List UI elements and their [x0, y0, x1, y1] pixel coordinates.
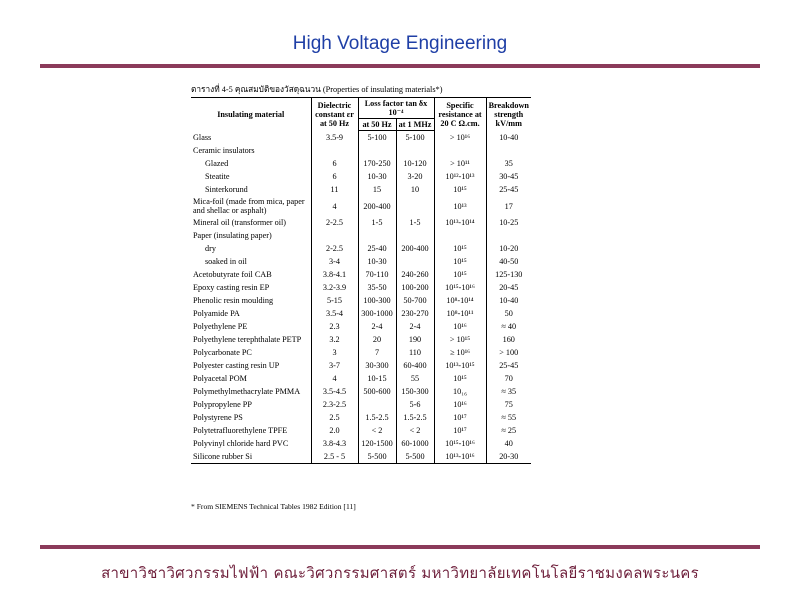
loss50-cell: 2-4 — [358, 320, 396, 333]
loss50-cell: 500-600 — [358, 385, 396, 398]
loss50-cell: 7 — [358, 346, 396, 359]
header-material: Insulating material — [191, 98, 311, 131]
resistance-cell: 10¹⁷ — [434, 411, 486, 424]
loss50-cell: 300-1000 — [358, 307, 396, 320]
material-name-cell: Polymethylmethacrylate PMMA — [193, 387, 301, 396]
header-loss-factor: Loss factor tan δx 10⁻⁴ — [358, 98, 434, 119]
table-row — [191, 385, 531, 398]
loss1m-cell — [396, 196, 434, 216]
loss1m-cell: 2-4 — [396, 320, 434, 333]
loss50-cell: 10-30 — [358, 170, 396, 183]
header-dielectric: Dielectric constant εr at 50 Hz — [311, 98, 358, 131]
loss1m-cell: 1-5 — [396, 216, 434, 229]
loss50-cell: 170-250 — [358, 157, 396, 170]
material-name-cell: Polyvinyl chloride hard PVC — [193, 439, 289, 448]
dielectric-cell — [311, 144, 358, 157]
dielectric-cell: 6 — [311, 170, 358, 183]
resistance-cell: > 10¹⁵ — [434, 333, 486, 346]
loss1m-cell: 190 — [396, 333, 434, 346]
header-breakdown: Breakdown strength kV/mm — [486, 98, 531, 131]
breakdown-cell: 40-50 — [486, 255, 531, 268]
dielectric-cell: 3 — [311, 346, 358, 359]
resistance-cell: 10¹⁵ — [434, 242, 486, 255]
resistance-cell: 10₁₆ — [434, 385, 486, 398]
breakdown-cell — [486, 229, 531, 242]
dielectric-cell: 2.3-2.5 — [311, 398, 358, 411]
material-name-cell: soaked in oil — [205, 257, 247, 266]
resistance-cell: 10¹⁵ — [434, 183, 486, 196]
material-name-cell: Polytetrafluorethylene TPFE — [193, 426, 288, 435]
material-name-cell: Epoxy casting resin EP — [193, 283, 270, 292]
resistance-cell — [434, 144, 486, 157]
material-name-cell: Polycarbonate PC — [193, 348, 252, 357]
breakdown-cell: ≈ 40 — [486, 320, 531, 333]
loss1m-cell — [396, 255, 434, 268]
table-row — [191, 216, 531, 229]
material-name-cell: Acetobutyrate foil CAB — [193, 270, 272, 279]
material-name-cell: Glass — [193, 132, 212, 142]
table-row — [191, 424, 531, 437]
resistance-cell: 10¹⁵ — [434, 255, 486, 268]
dielectric-cell: 3.5-9 — [311, 131, 358, 145]
material-name-cell: dry — [205, 244, 216, 253]
material-name-cell: Mica-foil (made from mica, paper and shellac or asphalt) — [193, 197, 305, 215]
properties-table-wrap — [191, 97, 531, 464]
header-loss-1mhz: at 1 MHz — [396, 119, 434, 131]
resistance-cell: 10¹⁶ — [434, 320, 486, 333]
loss1m-cell: 10-120 — [396, 157, 434, 170]
loss1m-cell — [396, 144, 434, 157]
table-row — [191, 307, 531, 320]
resistance-cell: 10¹²-10¹³ — [434, 170, 486, 183]
breakdown-cell: ≈ 35 — [486, 385, 531, 398]
resistance-cell — [434, 229, 486, 242]
breakdown-cell: 160 — [486, 333, 531, 346]
loss1m-cell: 100-200 — [396, 281, 434, 294]
resistance-cell: > 10¹¹ — [434, 157, 486, 170]
loss1m-cell: 10 — [396, 183, 434, 196]
dielectric-cell: 2.0 — [311, 424, 358, 437]
loss1m-cell: 240-260 — [396, 268, 434, 281]
loss50-cell: 30-300 — [358, 359, 396, 372]
loss1m-cell: 110 — [396, 346, 434, 359]
material-name-cell: Polystyrene PS — [193, 413, 243, 422]
loss50-cell: 200-400 — [358, 196, 396, 216]
material-name-cell: Paper (insulating paper) — [193, 231, 272, 240]
breakdown-cell: ≈ 55 — [486, 411, 531, 424]
loss50-cell: 20 — [358, 333, 396, 346]
table-row — [191, 183, 531, 196]
header-loss-50hz: at 50 Hz — [358, 119, 396, 131]
table-row — [191, 398, 531, 411]
resistance-cell: 10¹⁶ — [434, 398, 486, 411]
material-name-cell: Polypropylene PP — [193, 400, 252, 409]
resistance-cell: 10¹⁵ — [434, 268, 486, 281]
breakdown-cell: 35 — [486, 157, 531, 170]
loss50-cell: 100-300 — [358, 294, 396, 307]
resistance-cell: 10¹³-10¹⁵ — [434, 359, 486, 372]
breakdown-cell: 125-130 — [486, 268, 531, 281]
dielectric-cell: 2.3 — [311, 320, 358, 333]
loss50-cell: 10-30 — [358, 255, 396, 268]
loss1m-cell: 5-100 — [396, 131, 434, 145]
loss50-cell — [358, 398, 396, 411]
breakdown-cell: 50 — [486, 307, 531, 320]
material-name-cell: Glazed — [205, 159, 229, 168]
dielectric-cell: 3.8-4.1 — [311, 268, 358, 281]
loss1m-cell: 1.5-2.5 — [396, 411, 434, 424]
resistance-cell: 10⁸-10¹¹ — [434, 307, 486, 320]
table-row — [191, 255, 531, 268]
loss50-cell — [358, 144, 396, 157]
loss50-cell — [358, 229, 396, 242]
table-row — [191, 242, 531, 255]
loss50-cell: 15 — [358, 183, 396, 196]
resistance-cell: 10¹⁷ — [434, 424, 486, 437]
loss1m-cell: 230-270 — [396, 307, 434, 320]
dielectric-cell — [311, 229, 358, 242]
breakdown-cell: 25-45 — [486, 183, 531, 196]
dielectric-cell: 4 — [311, 372, 358, 385]
table-row — [191, 157, 531, 170]
loss50-cell: < 2 — [358, 424, 396, 437]
material-name-cell: Ceramic insulators — [193, 146, 255, 155]
loss1m-cell: 3-20 — [396, 170, 434, 183]
breakdown-cell: 20-30 — [486, 450, 531, 464]
breakdown-cell: ≈ 25 — [486, 424, 531, 437]
table-row — [191, 144, 531, 157]
material-name-cell: Polyamide PA — [193, 309, 240, 318]
dielectric-cell: 3.2-3.9 — [311, 281, 358, 294]
loss1m-cell: 150-300 — [396, 385, 434, 398]
table-body — [191, 131, 531, 464]
dielectric-cell: 11 — [311, 183, 358, 196]
resistance-cell: 10¹⁵-10¹⁶ — [434, 437, 486, 450]
loss50-cell: 5-100 — [358, 131, 396, 145]
dielectric-cell: 2-2.5 — [311, 242, 358, 255]
breakdown-cell: 70 — [486, 372, 531, 385]
table-row — [191, 359, 531, 372]
table-row — [191, 170, 531, 183]
loss50-cell: 70-110 — [358, 268, 396, 281]
material-name-cell: Polyester casting resin UP — [193, 361, 280, 370]
loss50-cell: 35-50 — [358, 281, 396, 294]
material-name-cell: Sinterkorund — [205, 185, 248, 194]
dielectric-cell: 2-2.5 — [311, 216, 358, 229]
loss50-cell: 25-40 — [358, 242, 396, 255]
dielectric-cell: 3.5-4.5 — [311, 385, 358, 398]
material-name-cell: Mineral oil (transformer oil) — [193, 218, 286, 227]
table-row — [191, 320, 531, 333]
dielectric-cell: 6 — [311, 157, 358, 170]
table-row — [191, 268, 531, 281]
insulating-materials-table — [191, 97, 531, 464]
resistance-cell: 10¹⁵ — [434, 372, 486, 385]
loss1m-cell: 60-1000 — [396, 437, 434, 450]
dielectric-cell: 2.5 — [311, 411, 358, 424]
loss1m-cell: 5-6 — [396, 398, 434, 411]
bottom-divider — [40, 545, 760, 549]
dielectric-cell: 3-4 — [311, 255, 358, 268]
breakdown-cell: 17 — [486, 196, 531, 216]
loss1m-cell: 200-400 — [396, 242, 434, 255]
loss1m-cell — [396, 229, 434, 242]
breakdown-cell: 10-20 — [486, 242, 531, 255]
material-name-cell: Polyethylene PE — [193, 322, 248, 331]
loss1m-cell: 60-400 — [396, 359, 434, 372]
table-row — [191, 437, 531, 450]
breakdown-cell: 25-45 — [486, 359, 531, 372]
loss1m-cell: 50-700 — [396, 294, 434, 307]
table-row — [191, 196, 531, 216]
breakdown-cell: 20-45 — [486, 281, 531, 294]
resistance-cell: 10¹³ — [434, 196, 486, 216]
loss50-cell: 5-500 — [358, 450, 396, 464]
table-row — [191, 333, 531, 346]
table-footnote: * From SIEMENS Technical Tables 1982 Edition [11] — [191, 502, 356, 511]
breakdown-cell — [486, 144, 531, 157]
table-row — [191, 411, 531, 424]
table-caption: ตารางที่ 4-5 คุณสมบัติของวัสดุฉนวน (Properties of insulating materials*) — [191, 85, 443, 94]
table-row — [191, 372, 531, 385]
material-name-cell: Steatite — [205, 172, 230, 181]
top-divider — [40, 64, 760, 68]
resistance-cell: 10¹⁵-10¹⁶ — [434, 281, 486, 294]
scanned-table-document — [188, 78, 533, 518]
breakdown-cell: 40 — [486, 437, 531, 450]
breakdown-cell: 30-45 — [486, 170, 531, 183]
table-row — [191, 281, 531, 294]
resistance-cell: ≥ 10¹⁶ — [434, 346, 486, 359]
dielectric-cell: 3.5-4 — [311, 307, 358, 320]
dielectric-cell: 3.2 — [311, 333, 358, 346]
breakdown-cell: 75 — [486, 398, 531, 411]
resistance-cell: 10⁸-10¹⁴ — [434, 294, 486, 307]
breakdown-cell: 10-40 — [486, 294, 531, 307]
breakdown-cell: 10-40 — [486, 131, 531, 145]
material-name-cell: Silicone rubber Si — [191, 450, 311, 464]
loss1m-cell: 55 — [396, 372, 434, 385]
dielectric-cell: 2.5 - 5 — [311, 450, 358, 464]
resistance-cell: 10¹³-10¹⁶ — [434, 450, 486, 464]
loss50-cell: 10-15 — [358, 372, 396, 385]
material-name-cell: Polyacetal POM — [193, 374, 247, 383]
material-name-cell: Polyethylene terephthalate PETP — [193, 335, 302, 344]
header-resistance: Specific resistance at 20 C Ω.cm. — [434, 98, 486, 131]
resistance-cell: 10¹³-10¹⁴ — [434, 216, 486, 229]
loss50-cell: 1.5-2.5 — [358, 411, 396, 424]
table-row — [191, 229, 531, 242]
loss50-cell: 1-5 — [358, 216, 396, 229]
table-row — [191, 294, 531, 307]
footer-institution: สาขาวิชาวิศวกรรมไฟฟ้า คณะวิศวกรรมศาสตร์ มหาวิทยาลัยเทคโนโลยีราชมงคลพระนคร — [101, 564, 699, 582]
slide-title: High Voltage Engineering — [292, 33, 508, 54]
loss1m-cell: 5-500 — [396, 450, 434, 464]
dielectric-cell: 3.8-4.3 — [311, 437, 358, 450]
breakdown-cell: 10-25 — [486, 216, 531, 229]
dielectric-cell: 4 — [311, 196, 358, 216]
table-row — [191, 450, 531, 464]
breakdown-cell: > 100 — [486, 346, 531, 359]
table-row — [191, 131, 531, 145]
loss1m-cell: < 2 — [396, 424, 434, 437]
table-row — [191, 346, 531, 359]
resistance-cell: > 10¹⁶ — [434, 131, 486, 145]
loss50-cell: 120-1500 — [358, 437, 396, 450]
dielectric-cell: 3-7 — [311, 359, 358, 372]
dielectric-cell: 5-15 — [311, 294, 358, 307]
material-name-cell: Phenolic resin moulding — [193, 296, 274, 305]
